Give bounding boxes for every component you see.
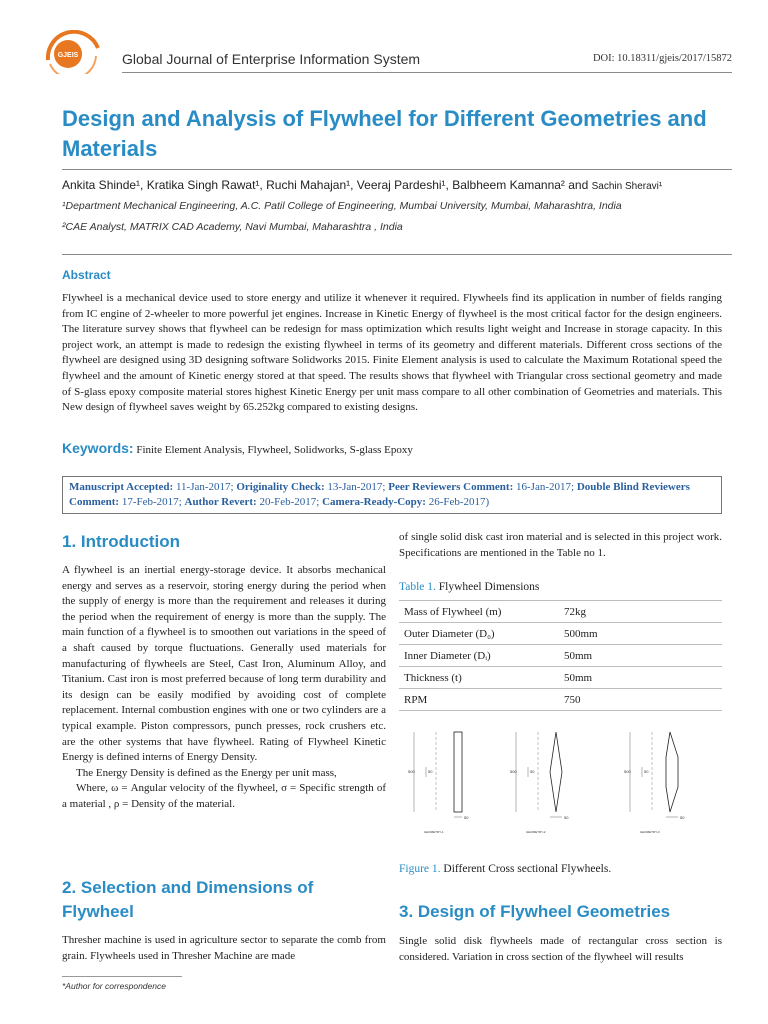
- dim-inner-label: 50: [530, 769, 535, 774]
- footnote: *Author for correspondence: [62, 981, 166, 991]
- keywords-text: Finite Element Analysis, Flywheel, Solidworks, S-glass Epoxy: [136, 444, 413, 456]
- logo-text: GJEIS: [57, 52, 79, 59]
- table-cell: Inner Diameter (Dᵢ): [399, 645, 559, 667]
- table-caption-label: Table 1.: [399, 581, 436, 593]
- table-row: [399, 689, 722, 711]
- table-row: [399, 623, 722, 645]
- dim-outer-label: 500: [624, 769, 631, 774]
- flywheel-dimensions-table: [399, 600, 722, 711]
- author-list: [62, 178, 732, 192]
- geometry-label: GEOMETRY-1: [424, 830, 444, 834]
- table-cell: 500mm: [559, 623, 722, 645]
- cross-section-figure: [406, 727, 722, 837]
- section-heading-design: 3. Design of Flywheel Geometries: [399, 902, 671, 921]
- table-cell: 50mm: [559, 667, 722, 689]
- author-last: Sachin Sheravi¹: [591, 181, 663, 192]
- journal-name: Global Journal of Enterprise Information System: [122, 51, 421, 67]
- selection-body: Thresher machine is used in agriculture sector to separate the comb from grain. Flywheels used in Thresher Machine are made: [62, 934, 386, 962]
- figure-caption-text: Different Cross sectional Flywheels.: [443, 863, 612, 875]
- date-value: 13-Jan-2017: [327, 481, 383, 493]
- figure-caption-label: Figure 1.: [399, 863, 441, 875]
- figure-caption: [399, 863, 722, 875]
- abstract-heading: Abstract: [62, 268, 111, 282]
- dim-outer-label: 500: [510, 769, 517, 774]
- date-value: 26-Feb-2017: [428, 496, 486, 508]
- affiliation-1: ¹Department Mechanical Engineering, A.C. Patil College of Engineering, Mumbai University, Mumbai, Maharashtra, India: [62, 200, 622, 212]
- table-cell: 750: [559, 689, 722, 711]
- design-body: Single solid disk flywheels made of rectangular cross section is considered. Variation in cross section of the flywheel will results: [399, 935, 722, 963]
- table-caption-text: Flywheel Dimensions: [438, 581, 540, 593]
- keywords-label: Keywords:: [62, 440, 134, 456]
- table-cell: Thickness (t): [399, 667, 559, 689]
- table-row: [399, 667, 722, 689]
- intro-paragraph-3: Where, ω = Angular velocity of the flywheel, σ = Specific strength of a material , ρ = Density of the material.: [62, 782, 386, 810]
- table-cell: 72kg: [559, 601, 722, 623]
- intro-paragraph-2: The Energy Density is defined as the Energy per unit mass,: [76, 766, 337, 779]
- table-row: [399, 645, 722, 667]
- publication-dates-box: Manuscript Accepted: 11-Jan-2017; Originality Check: 13-Jan-2017; Peer Reviewers Comment: 16-Jan-2017; Double Blind Reviewers Comment: 17-Feb-2017; Author Revert: 20-Feb-2017; Camera-Ready-Copy: 26-Feb-2017): [62, 476, 722, 514]
- dim-outer-label: 500: [408, 769, 415, 774]
- date-value: 11-Jan-2017: [175, 481, 231, 493]
- affiliation-divider: [62, 254, 732, 255]
- introduction-body: [62, 563, 386, 813]
- dim-thickness-label: 50: [564, 815, 569, 820]
- geometry-2-drawing: [510, 732, 569, 834]
- table-cell: Mass of Flywheel (m): [399, 601, 559, 623]
- authors-main: Ankita Shinde¹, Kratika Singh Rawat¹, Ruchi Mahajan¹, Veeraj Pardeshi¹, Balbheem Kamanna² and: [62, 178, 592, 192]
- title-divider: [62, 169, 732, 170]
- keywords: [62, 440, 722, 456]
- header-divider: [122, 72, 732, 73]
- footnote-divider: [62, 976, 182, 977]
- geometry-label: GEOMETRY-2: [526, 830, 546, 834]
- geometry-3-drawing: [624, 732, 685, 834]
- doi[interactable]: DOI: 10.18311/gjeis/2017/15872: [592, 53, 732, 64]
- dim-thickness-label: 50: [464, 815, 469, 820]
- date-key: Camera-Ready-Copy:: [322, 496, 426, 508]
- date-value: 20-Feb-2017: [259, 496, 317, 508]
- abstract-text: Flywheel is a mechanical device used to store energy and utilize it whenever it required. Flywheels find its application in number of fields ranging from IC engine of 2-wheeler to more powerful jet engines. Increase in Kinetic Energy of flywheel is the most critical factor for the design engineers. The literature survey shows that flywheel can be redesign for mass optimization which results light weight and Increase in storage capacity. In this project work, an attempt is made to redesign the existing flywheel in terms of its geometry and different materials. Different cross sections of the flywheel are designed using 3D designing software Solidworks 2015. Finite Element analysis is used to calculate the Maximum Rotational speed the flywheel and the amount of Kinetic energy stored at that speed. The results shows that flywheel with Triangular cross sectional geometry and made of S-glass epoxy composite material stores highest Kinetic Energy per unit mass compare to all other combination of Geometries and materials. This New design of flywheel saves weight by 65.252kg compared to existing designs.: [62, 292, 722, 414]
- date-key: Peer Reviewers Comment:: [388, 481, 514, 493]
- date-key: Manuscript Accepted:: [69, 481, 174, 493]
- geometry-1-drawing: [408, 732, 469, 834]
- date-key: Author Revert:: [184, 496, 257, 508]
- table-row: [399, 601, 722, 623]
- table-cell: Outer Diameter (D₀): [399, 623, 559, 645]
- dim-inner-label: 50: [644, 769, 649, 774]
- date-key: Double Blind Reviewers Comment:: [69, 481, 690, 508]
- dim-inner-label: 50: [428, 769, 433, 774]
- table-cell: RPM: [399, 689, 559, 711]
- date-value: 17-Feb-2017: [121, 496, 179, 508]
- geometry-label: GEOMETRY-3: [640, 830, 660, 834]
- section-heading-introduction: 1. Introduction: [62, 532, 181, 551]
- date-value: 16-Jan-2017: [516, 481, 571, 493]
- selection-body-continued: of single solid disk cast iron material and is selected in this project work. Specifications are mentioned in the Table no 1.: [399, 531, 722, 559]
- affiliation-2: ²CAE Analyst, MATRIX CAD Academy, Navi Mumbai, Maharashtra , India: [62, 221, 403, 233]
- section-heading-selection: 2. Selection and Dimensions of Flywheel: [62, 878, 314, 921]
- journal-logo: [40, 30, 106, 74]
- date-key: Originality Check:: [236, 481, 325, 493]
- table-caption: [399, 581, 722, 593]
- dim-thickness-label: 50: [680, 815, 685, 820]
- paper-title: Design and Analysis of Flywheel for Different Geometries and Materials: [62, 106, 707, 161]
- table-cell: 50mm: [559, 645, 722, 667]
- intro-paragraph-1: A flywheel is an inertial energy-storage device. It absorbs mechanical energy and serves as a reservoir, storing energy during the period when the supply of energy is more than the requirement and releases it during the period when the requirement of energy is more than the supply. The main function of a flywheel is to smoothen out variations in the speed of a shaft caused by torque fluctuations. Generally used materials for manufacturing of flywheels are Steel, Cast Iron, Aluminum Alloy, and Titanium. Cast iron is most preferred because of long term durability and its design can be easily modified by avoiding cost of complete replacement. Internal combustion engines with one or two cylinders are a typical example. Piston compressors, punch presses, rock crushers etc. are the other systems that have flywheel. Rating of Flywheel Kinetic Energy is defined interns of Energy Density.: [62, 564, 386, 764]
